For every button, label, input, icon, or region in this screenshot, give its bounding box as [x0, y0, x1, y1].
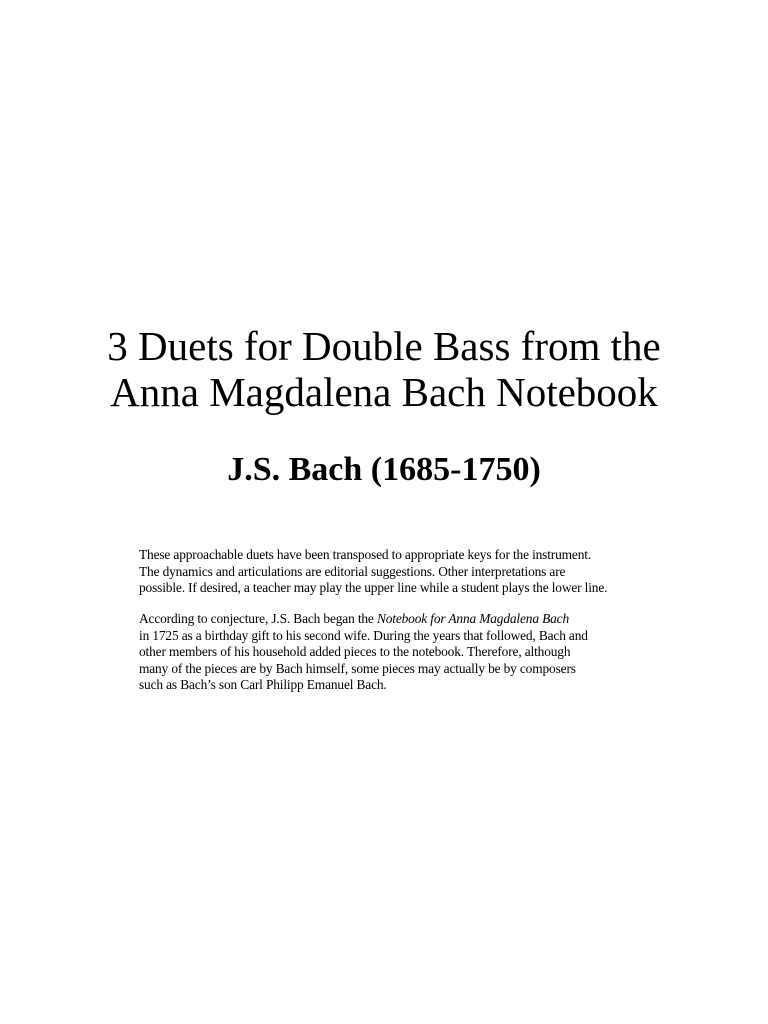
title-line-2: Anna Magdalena Bach Notebook [110, 369, 658, 415]
title-line-1: 3 Duets for Double Bass from the [107, 323, 661, 369]
history-line-5: such as Bach’s son Carl Philipp Emanuel Bach. [139, 677, 387, 692]
intro-line-3: possible. If desired, a teacher may play the upper line while a student plays the lower line. [139, 580, 608, 595]
history-line-1-text: According to conjecture, J.S. Bach began the [139, 611, 377, 626]
intro-line-2: The dynamics and articulations are editorial suggestions. Other interpretations are [139, 563, 566, 579]
notebook-title-italic: Notebook for Anna Magdalena Bach [376, 611, 570, 626]
composer-line: J.S. Bach (1685-1750) [227, 451, 541, 488]
history-line-3: other members of his household added pieces to the notebook. Therefore, although [139, 644, 571, 659]
document-title [0, 323, 768, 415]
intro-paragraph [139, 547, 679, 597]
history-line-4: many of the pieces are by Bach himself, some pieces may actually be by composers [139, 660, 576, 676]
intro-line-1: These approachable duets have been transposed to appropriate keys for the instrument. [139, 547, 592, 562]
history-line-2: in 1725 as a birthday gift to his second wife. During the years that followed, Bach and [139, 627, 588, 643]
history-paragraph [139, 611, 679, 694]
history-line-1 [139, 611, 679, 628]
